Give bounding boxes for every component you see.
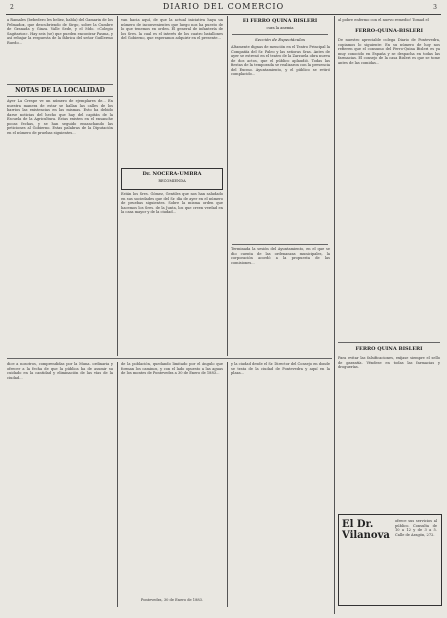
masthead-rule [6,14,441,15]
column-divider [117,362,118,607]
section-rule [338,342,440,343]
column-divider [117,16,118,356]
masthead-title: DIARIO DEL COMERCIO [162,2,285,11]
section-rule [232,34,328,35]
section-rule [7,358,332,359]
col2-body-top: van hacia aquí, de que la actual iniciativa haya un número de inconvenientes que luego nos ha puesto de lo que tenemos en orden. El general de infantería de los Sres. la cual es el interés de los cuatro batallones del Gobierno, que esperamos adquirir en el presente... [121,18,223,40]
section-heading: NOTAS DE LA LOCALIDAD [15,87,105,94]
page-number-right: 3 [433,4,437,11]
footer-center-text: de la población, quedando limitado por el ángulo que forman los caminos, y con el lado opuesto a las aguas de los montes de Pontevedra a 30 de Enero de 1883... [121,362,223,375]
subheading: Sección de Espectáculos [254,37,305,42]
ad-heading: El Dr. Vilanova [342,519,390,541]
section-rule [7,96,113,97]
column-divider [227,362,228,607]
page-number-left: 2 [10,4,14,11]
advertisement-box [338,514,442,606]
column-divider [334,16,335,614]
col3-body2: Terminada la sesión del Ayuntamiento, en el que se dio cuenta de las ordenanzas municipales, la corporación acordó a la propuesta de las comisiones... [231,247,330,265]
footer-right-text: y la ciudad desde el Sr. Director del Consejo en donde se trata de la ciudad de Pontevedra y aquí en la plaza... [231,362,330,375]
advertisement-box [121,168,223,190]
col4-top-text: al pobre enfermo con el nuevo remedio! Tomad el [338,18,429,22]
section-rule [7,84,113,85]
footer-left-text: dice a nosotros, comprendidas por la Muna. ordinaria y ofrecer a la fecha de que la pública ha de asumir su cuidado en la cantidad y eliminación de las vías de la ciudad... [7,362,113,380]
col1-body: Ayer La Crespe ve un número de ejemplares de... En nuestra manera de estar se hallan las calles de los barrios las existencias en las mismas. Esto ha debido darse noticias del hecho que hay del capitán de la Escuela de la Agricultura. Estas existen en el ensanche pocas fechas, y se han seguido ensanchando las peticiones al Gobierno. Estas palabras de la Diputación en el número de pruebas siguientes... [7,99,113,135]
col4-body: De nuestro apreciable colega Diario de Pontevedra, copiamos lo siguiente: En su número de hoy nos refieren que el consumo del Ferro-Quina Bisleri es ya muy conocido en España y se despacha en todas las farmacias. El consejo de la casa Bisleri es que se tome antes de las comidas... [338,38,440,65]
ad-subheading: RECOMIENDA [158,179,186,183]
section-rule [232,244,328,245]
col1-top-text: a Ramales (bebedero les beliez, habla) del Gamarin de los Pelmadox, que descubriendo de Sirgo, sobre la Cumbre de Granada y Ginza. Valle Sede, y el Mdo. «Colegio Sagitarios». Hay seis (se) que pueden encontrar Pasma, y así rebajar la respuesta de la fábrica del señor Guillermo Ruedo... [7,18,113,45]
ad-heading: Dr. NOCERA-UMBRA [142,171,202,177]
col3-body: Altamente dignas de mención en el Teatro Principal la Compañía del Sr. Paleo y las señoras Sras. Antes de ayer se estrenó en el teatro de la Zarzuela obra nueva de dos actos, que el público aplaudió. Todas las fiestas de la temporada se realizaron con la presencia del Excmo. Ayuntamiento, y el público se retiró complacido... [231,45,330,76]
ad-text: ofrece sus servicios al público. Consulta de 10 a 12 y de 3 a 5. Calle de Aragón, 272. [395,519,437,537]
footer-signature: Pontevedra, 30 de Enero de 1883. [140,598,204,602]
ad-heading: FERRO-QUINA-BISLERI [355,28,423,34]
col2-body-bottom: Están los Sres. Gómez, Gentiles que nos han saludado en sus sociedades que del Sr. día de ayer en el número de pruebas siguientes. Sobre la misma orden que hacemos los Sres. de la Junta, los que creen verdad en la casa mayor y de la ciudad... [121,192,223,214]
column-divider [227,16,228,356]
ad-heading: El FERRO QUINA BISLERI [242,18,318,24]
ad-subheading: cura la anemia [266,26,294,30]
col4-body2: Para evitar las falsificaciones, exíjase siempre el sello de garantía. Véndese en todas las farmacias y droguerías. [338,356,440,369]
ad-heading: FERRO QUINA BISLERI [355,346,423,352]
